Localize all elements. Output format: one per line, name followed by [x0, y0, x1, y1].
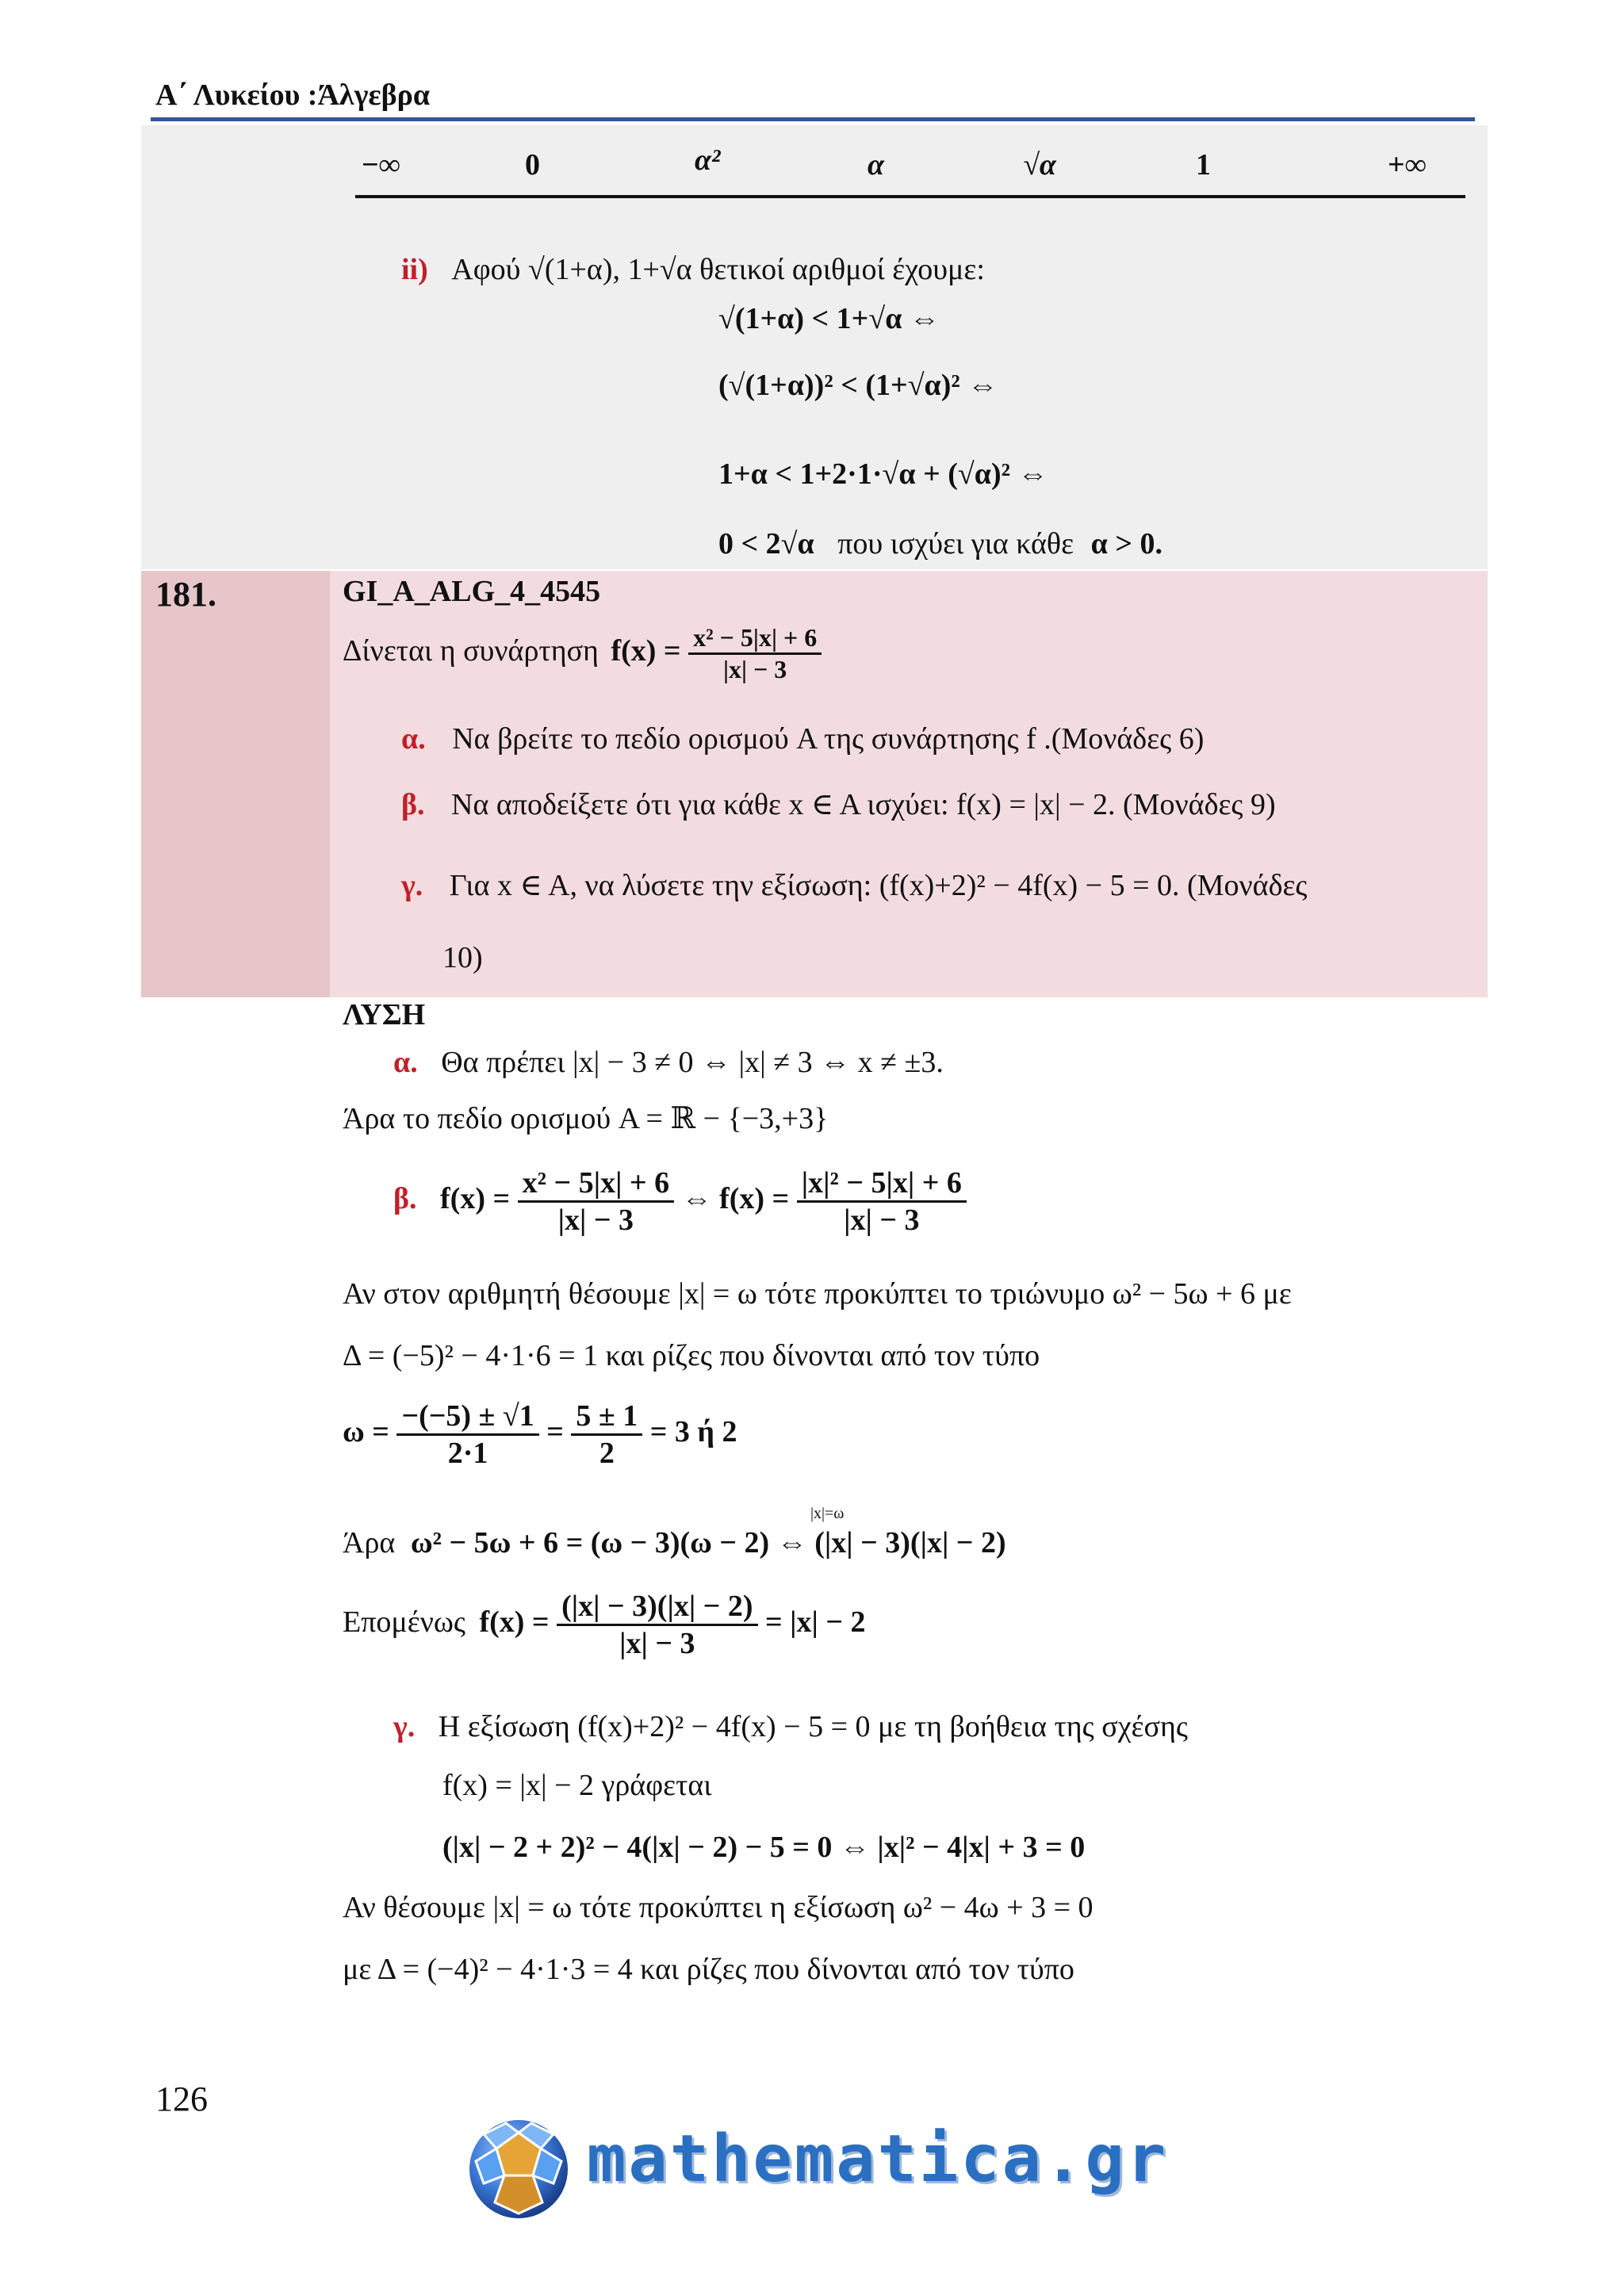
question-c-continuation: 10): [442, 941, 483, 974]
omega-lhs: ω =: [343, 1415, 389, 1449]
number-line-label: 1: [1196, 148, 1211, 182]
number-line-label: α: [868, 148, 885, 182]
conclusion-prefix: Επομένως: [343, 1605, 465, 1640]
solution-b-fraction-1: [518, 1165, 674, 1238]
given-function-fraction: [688, 623, 822, 684]
previous-solution-background: [141, 125, 1488, 569]
conclusion-row: [343, 1589, 866, 1661]
number-line-label: 0: [525, 148, 540, 182]
part-ii-line-4-condition: α > 0.: [1090, 527, 1162, 561]
question-c-row: [401, 867, 1307, 903]
solution-b-numerator-1: x² − 5|x| + 6: [518, 1165, 674, 1203]
solution-b-line-2: Αν στον αριθμητή θέσουμε |x| = ω τότε προκύπτει το τριώνυμο ω² − 5ω + 6 με: [343, 1277, 1292, 1311]
number-line-label: √α: [1023, 148, 1056, 182]
conclusion-fraction: [557, 1589, 757, 1661]
solution-b-fraction-2: [797, 1165, 967, 1238]
number-line-label: +∞: [1388, 148, 1427, 182]
conclusion-denominator: |x| − 3: [619, 1627, 695, 1660]
part-ii-line-4-text: που ισχύει για κάθε: [837, 527, 1074, 561]
part-ii-line-3: 1+α < 1+2·1·√α + (√α)² ⇔: [718, 457, 1048, 491]
question-a-row: [401, 721, 1204, 756]
factorization-rhs: (|x| − 3)(|x| − 2): [814, 1526, 1006, 1559]
part-ii-line-2: (√(1+α))² < (1+√α)² ⇔: [718, 369, 998, 402]
given-function-denominator: |x| − 3: [722, 655, 787, 683]
solution-b-row: [393, 1165, 967, 1238]
solution-a-line-2: Άρα το πεδίο ορισμού A = ℝ − {−3,+3}: [343, 1102, 829, 1135]
substitution-annotation: |x|=ω: [810, 1505, 845, 1522]
omega-numerator-2: 5 ± 1: [571, 1399, 642, 1436]
solution-b-label: β.: [393, 1182, 417, 1216]
part-ii-label: ii): [401, 253, 428, 286]
solution-b-middle: ⇔ f(x) =: [681, 1182, 790, 1216]
part-ii-intro: Αφού √(1+α), 1+√α θετικοί αριθμοί έχουμε:: [451, 253, 985, 286]
question-c-label: γ.: [401, 869, 423, 902]
omega-fraction-2: [571, 1399, 642, 1471]
part-ii-line-4-math: 0 < 2√α: [718, 527, 814, 561]
solution-b-line-3: Δ = (−5)² − 4·1·6 = 1 και ρίζες που δίνονται από τον τύπο: [343, 1339, 1040, 1372]
question-a-label: α.: [401, 722, 426, 756]
question-b-label: β.: [401, 788, 425, 821]
question-a-text: Να βρείτε το πεδίο ορισμού A της συνάρτησης f .(Μονάδες 6): [452, 722, 1205, 756]
part-ii-line-1: √(1+α) < 1+√α ⇔: [718, 302, 940, 335]
solution-a-line-1: Θα πρέπει |x| − 3 ≠ 0 ⇔ |x| ≠ 3 ⇔ x ≠ ±3.: [441, 1046, 944, 1079]
solution-c-line-1: Η εξίσωση (f(x)+2)² − 4f(x) − 5 = 0 με τη βοήθεια της σχέσης: [438, 1710, 1188, 1743]
factorization-arrow: ⇔: [776, 1526, 807, 1559]
conclusion-lhs: f(x) =: [479, 1605, 550, 1640]
solution-heading: ΛΥΣΗ: [343, 998, 426, 1031]
omega-denominator-1: 2·1: [447, 1437, 488, 1470]
solution-a-label: α.: [393, 1046, 418, 1079]
conclusion-rhs: = |x| − 2: [765, 1605, 866, 1640]
given-function-row: [343, 623, 822, 684]
omega-equals: =: [546, 1415, 564, 1449]
exercise-number: 181.: [155, 575, 216, 614]
solution-c-label: γ.: [393, 1710, 416, 1743]
number-line-axis: [355, 195, 1465, 198]
solution-a-row: [393, 1045, 944, 1080]
question-b-row: [401, 786, 1276, 822]
header-rule: [151, 117, 1475, 121]
number-line-label: −∞: [362, 148, 400, 182]
omega-numerator-1: −(−5) ± √1: [396, 1399, 538, 1436]
omega-result: = 3 ή 2: [649, 1415, 737, 1449]
part-ii-intro-row: [401, 252, 985, 287]
solution-b-denominator-2: |x| − 3: [844, 1203, 920, 1237]
solution-c-line-5: με Δ = (−4)² − 4·1·3 = 4 και ρίζες που δίνονται από τον τύπο: [343, 1953, 1074, 1986]
solution-c-row: [393, 1709, 1188, 1744]
given-function-numerator: x² − 5|x| + 6: [688, 623, 822, 655]
solution-b-lhs: f(x) =: [440, 1182, 511, 1216]
solution-c-line-3: (|x| − 2 + 2)² − 4(|x| − 2) − 5 = 0 ⇔ |x|² − 4|x| + 3 = 0: [442, 1831, 1086, 1864]
factorization-prefix: Άρα: [343, 1526, 396, 1559]
omega-denominator-2: 2: [599, 1437, 615, 1470]
factorization-lhs: ω² − 5ω + 6 = (ω − 3)(ω − 2): [410, 1526, 770, 1559]
polyhedron-logo-icon: [466, 2117, 571, 2221]
question-c-text: Για x ∈ A, να λύσετε την εξίσωση: (f(x)+2)² − 4f(x) − 5 = 0. (Μονάδες: [449, 869, 1308, 902]
given-function-lhs: f(x) =: [611, 634, 681, 668]
exercise-number-cell: [141, 571, 330, 997]
number-line-label: α²: [695, 144, 721, 177]
page-header-title: Α΄ Λυκείου :Άλγεβρα: [155, 78, 431, 112]
page-number: 126: [155, 2080, 208, 2118]
site-logo-text: mathematica.gr: [587, 2122, 1169, 2197]
solution-b-denominator-1: |x| − 3: [557, 1203, 634, 1237]
solution-b-numerator-2: |x|² − 5|x| + 6: [797, 1165, 967, 1203]
given-text: Δίνεται η συνάρτηση: [343, 634, 599, 668]
omega-roots-row: [343, 1399, 737, 1471]
solution-c-line-4: Αν θέσουμε |x| = ω τότε προκύπτει η εξίσωση ω² − 4ω + 3 = 0: [343, 1891, 1094, 1924]
factorization-row: [343, 1525, 1006, 1560]
part-ii-line-4: [718, 526, 1162, 561]
omega-fraction-1: [396, 1399, 538, 1471]
exercise-code: GI_A_ALG_4_4545: [343, 575, 601, 608]
solution-c-line-2: f(x) = |x| − 2 γράφεται: [442, 1769, 712, 1802]
conclusion-numerator: (|x| − 3)(|x| − 2): [557, 1589, 757, 1626]
question-b-text: Να αποδείξετε ότι για κάθε x ∈ A ισχύει: f(x) = |x| − 2. (Μονάδες 9): [451, 788, 1276, 821]
